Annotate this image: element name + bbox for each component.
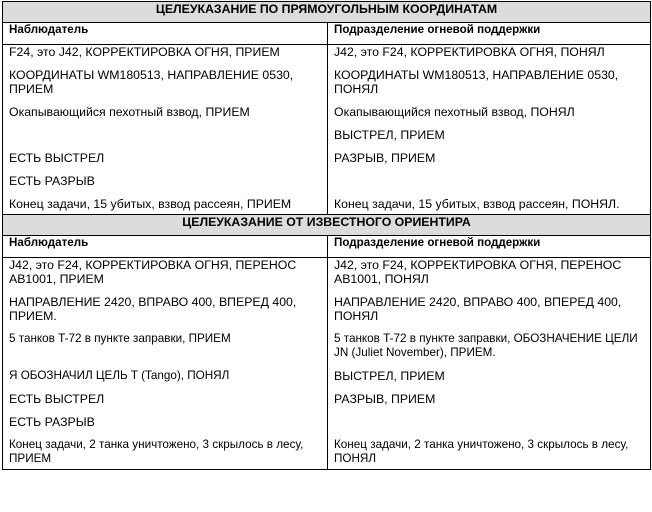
- fire-support-line: Конец задачи, 2 танка уничтожено, 3 скрылось в лесу, ПОНЯЛ: [334, 438, 629, 465]
- section-title: ЦЕЛЕУКАЗАНИЕ ПО ПРЯМОУГОЛЬНЫМ КООРДИНАТАМ: [3, 2, 651, 23]
- section-1-header-row: [3, 23, 651, 45]
- section-1-body-row: [3, 45, 651, 215]
- fire-support-column: [328, 45, 651, 215]
- observer-line: F24, это J42, КОРРЕКТИРОВКА ОГНЯ, ПРИЕМ: [9, 45, 280, 59]
- column-header-observer: Наблюдатель: [3, 23, 328, 45]
- column-header-fire-support: Подразделение огневой поддержки: [328, 23, 651, 45]
- fire-support-line-empty: [334, 415, 644, 429]
- column-header-observer: Наблюдатель: [3, 236, 328, 258]
- section-2-title-row: [3, 215, 651, 236]
- observer-line: ЕСТЬ ВЫСТРЕЛ: [9, 151, 105, 165]
- observer-line: ЕСТЬ РАЗРЫВ: [9, 174, 95, 188]
- observer-column: [3, 258, 328, 470]
- observer-line: НАПРАВЛЕНИЕ 2420, ВПРАВО 400, ВПЕРЕД 400, ПРИЕМ.: [9, 295, 297, 323]
- column-header-fire-support: Подразделение огневой поддержки: [328, 236, 651, 258]
- observer-line: J42, это F24, КОРРЕКТИРОВКА ОГНЯ, ПЕРЕНОС AB1001, ПРИЕМ: [9, 258, 297, 286]
- fire-support-line: НАПРАВЛЕНИЕ 2420, ВПРАВО 400, ВПЕРЕД 400, ПОНЯЛ: [334, 295, 622, 323]
- section-title: ЦЕЛЕУКАЗАНИЕ ОТ ИЗВЕСТНОГО ОРИЕНТИРА: [3, 215, 651, 236]
- observer-line: Окапывающийся пехотный взвод, ПРИЕМ: [9, 105, 250, 119]
- fire-adjustment-table: [2, 1, 651, 470]
- fire-support-line: Конец задачи, 15 убитых, взвод рассеян, ПОНЯЛ.: [334, 197, 620, 211]
- observer-line: ЕСТЬ ВЫСТРЕЛ: [9, 392, 105, 406]
- observer-line: ЕСТЬ РАЗРЫВ: [9, 415, 95, 429]
- section-2-header-row: [3, 236, 651, 258]
- fire-support-line: J42, это F24, КОРРЕКТИРОВКА ОГНЯ, ПОНЯЛ: [334, 45, 605, 59]
- fire-support-line-empty: [334, 174, 644, 188]
- section-1-title-row: [3, 2, 651, 23]
- fire-support-line: 5 танков T-72 в пункте заправки, ОБОЗНАЧЕНИЕ ЦЕЛИ JN (Juliet November), ПРИЕМ.: [334, 332, 638, 359]
- observer-line: Конец задачи, 15 убитых, взвод рассеян, ПРИЕМ: [9, 197, 292, 211]
- observer-line-empty: [9, 128, 321, 142]
- fire-support-line: J42, это F24, КОРРЕКТИРОВКА ОГНЯ, ПЕРЕНОС AB1001, ПОНЯЛ: [334, 258, 622, 286]
- fire-support-column: [328, 258, 651, 470]
- section-2-body-row: [3, 258, 651, 470]
- observer-line: Я ОБОЗНАЧИЛ ЦЕЛЬ T (Tango), ПОНЯЛ: [9, 369, 230, 382]
- fire-support-line: РАЗРЫВ, ПРИЕМ: [334, 151, 436, 165]
- fire-support-line: ВЫСТРЕЛ, ПРИЕМ: [334, 128, 445, 142]
- observer-line: Конец задачи, 2 танка уничтожено, 3 скрылось в лесу, ПРИЕМ: [9, 438, 304, 465]
- fire-support-line: КООРДИНАТЫ WM180513, НАПРАВЛЕНИЕ 0530, ПОНЯЛ: [334, 68, 619, 96]
- fire-support-line: Окапывающийся пехотный взвод, ПОНЯЛ: [334, 105, 575, 119]
- observer-line: КООРДИНАТЫ WM180513, НАПРАВЛЕНИЕ 0530, ПРИЕМ: [9, 68, 294, 96]
- fire-support-line: РАЗРЫВ, ПРИЕМ: [334, 392, 436, 406]
- observer-line: 5 танков T-72 в пункте заправки, ПРИЕМ: [9, 332, 231, 345]
- observer-column: [3, 45, 328, 215]
- fire-support-line: ВЫСТРЕЛ, ПРИЕМ: [334, 369, 445, 383]
